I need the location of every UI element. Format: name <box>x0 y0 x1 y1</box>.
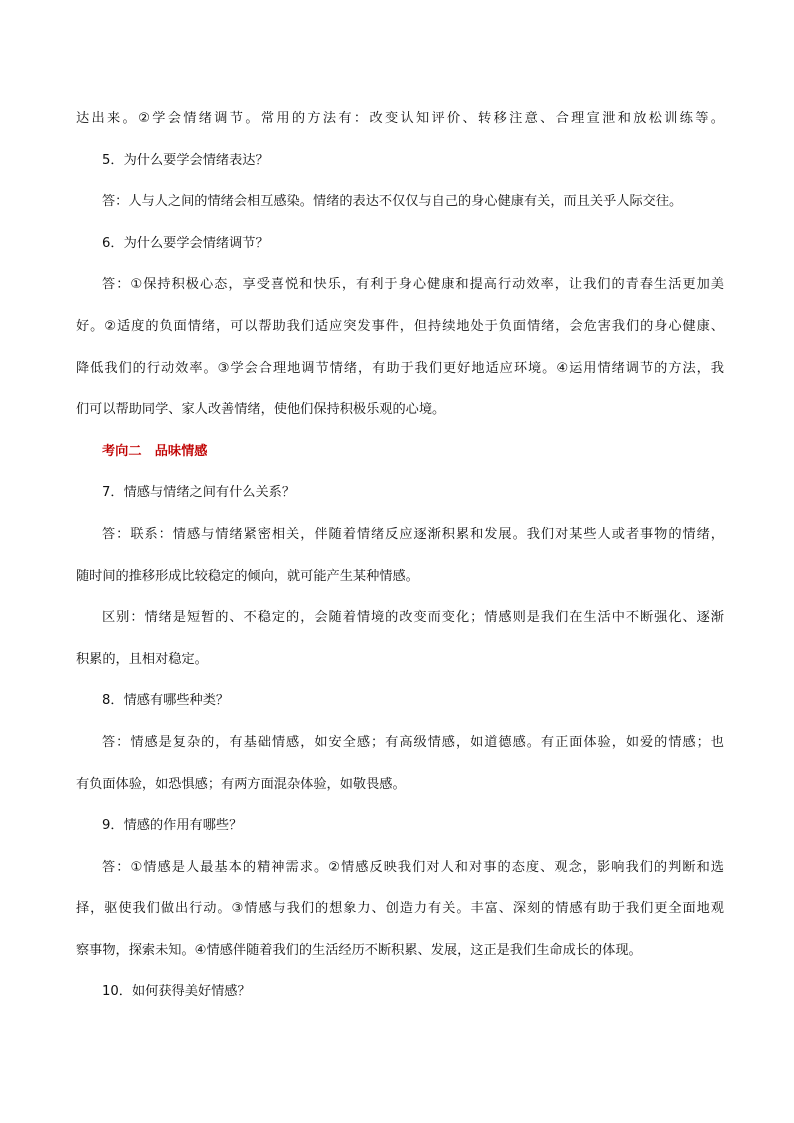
answer-5: 答：人与人之间的情绪会相互感染。情绪的表达不仅仅与自己的身心健康有关，而且关乎人际交往。 <box>102 194 683 210</box>
answer-6-line-3: 降低我们的行动效率。③学会合理地调节情绪，有助于我们更好地适应环境。④运用情绪调节的方法，我 <box>76 360 724 376</box>
answer-8-line-2: 有负面体验，如恐惧感；有两方面混杂体验，如敬畏感。 <box>76 776 406 792</box>
answer-7-line-4: 积累的，且相对稳定。 <box>76 651 208 667</box>
question-9: 9．情感的作用有哪些？ <box>102 818 243 834</box>
question-10: 10．如何获得美好情感？ <box>102 984 251 1000</box>
answer-7-line-3: 区别：情绪是短暂的、不稳定的，会随着情境的改变而变化；情感则是我们在生活中不断强化、逐渐 <box>102 610 724 626</box>
answer-9-line-1: 答：①情感是人最基本的精神需求。②情感反映我们对人和对事的态度、观念，影响我们的判断和选 <box>102 859 724 875</box>
document-body <box>76 98 724 1013</box>
answer-9-line-3: 察事物，探索未知。④情感伴随着我们的生活经历不断积累、发展，这正是我们生命成长的体现。 <box>76 942 642 958</box>
answer-6-line-4: 们可以帮助同学、家人改善情绪，使他们保持积极乐观的心境。 <box>76 402 446 418</box>
answer-8-line-1: 答：情感是复杂的，有基础情感，如安全感；有高级情感，如道德感。有正面体验，如爱的情感；也 <box>102 734 724 750</box>
answer-7-line-2: 随时间的推移形成比较稳定的倾向，就可能产生某种情感。 <box>76 568 419 584</box>
question-5: 5．为什么要学会情绪表达？ <box>102 152 269 168</box>
answer-text-line: 达出来。②学会情绪调节。常用的方法有：改变认知评价、转移注意、合理宣泄和放松训练等。 <box>76 111 724 126</box>
question-7: 7．情感与情绪之间有什么关系？ <box>102 485 296 501</box>
answer-6-line-2: 好。②适度的负面情绪，可以帮助我们适应突发事件，但持续地处于负面情绪，会危害我们的身心健康、 <box>76 318 724 334</box>
question-6: 6．为什么要学会情绪调节？ <box>102 235 269 251</box>
answer-7-line-1: 答：联系：情感与情绪紧密相关，伴随着情绪反应逐渐积累和发展。我们对某些人或者事物的情绪， <box>102 526 724 542</box>
section-heading: 考向二 品味情感 <box>102 443 208 459</box>
answer-9-line-2: 择，驱使我们做出行动。③情感与我们的想象力、创造力有关。丰富、深刻的情感有助于我们更全面地观 <box>76 901 724 917</box>
answer-6-line-1: 答：①保持积极心态，享受喜悦和快乐，有利于身心健康和提高行动效率，让我们的青春生活更加美 <box>102 277 724 293</box>
question-8: 8．情感有哪些种类？ <box>102 693 230 709</box>
